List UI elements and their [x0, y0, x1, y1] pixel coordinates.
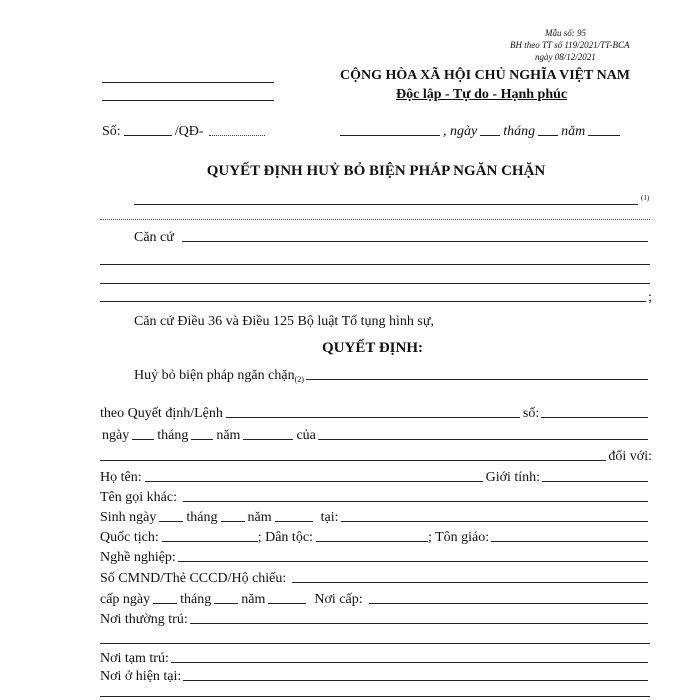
ngay-label: , ngày: [443, 124, 478, 139]
tam-tru-blank[interactable]: [171, 662, 648, 663]
can-cu-blank[interactable]: [182, 241, 648, 242]
quoc-tich-blank[interactable]: [162, 541, 258, 542]
date-line: [340, 124, 640, 140]
day-blank[interactable]: [480, 135, 500, 136]
template-code-line2: BH theo TT số 119/2021/TT-BCA: [510, 40, 630, 50]
sinh-ngay-label: Sinh ngày: [100, 510, 157, 525]
document-title: QUYẾT ĐỊNH HUỶ BỎ BIỆN PHÁP NGĂN CHẶN: [206, 163, 546, 179]
qd-label: /QĐ-: [174, 124, 204, 139]
cap-ngay-label: cấp ngày: [100, 592, 151, 607]
cap-ngay-row: [100, 592, 650, 608]
country-header: CỘNG HÒA XÃ HỘI CHỦ NGHĨA VIỆT NAM: [340, 68, 631, 83]
legal-basis: Căn cứ Điều 36 và Điều 125 Bộ luật Tố tụng hình sự,: [134, 314, 434, 329]
gioi-tinh-blank[interactable]: [542, 481, 648, 482]
huy-bo-blank[interactable]: [306, 379, 648, 380]
can-cu-row: [134, 230, 650, 246]
hien-tai-blank[interactable]: [183, 680, 648, 681]
noi-cap-blank[interactable]: [369, 603, 648, 604]
cmnd-label: Số CMND/Thẻ CCCD/Hộ chiếu:: [100, 571, 287, 586]
sinh-nam-blank[interactable]: [275, 521, 313, 522]
ten-goi-khac-row: [100, 490, 650, 506]
noi-cap-label: Nơi cấp:: [314, 592, 363, 607]
thang-label: tháng: [503, 124, 536, 139]
can-cu-row-4: [100, 290, 652, 306]
thuong-tru-line-2[interactable]: [100, 643, 650, 644]
theo-qd-label: theo Quyết định/Lệnh: [100, 406, 223, 421]
ngay-blank[interactable]: [132, 439, 154, 440]
so-field-blank[interactable]: [541, 417, 648, 418]
place-blank[interactable]: [340, 135, 440, 136]
cmnd-blank[interactable]: [292, 582, 648, 583]
sinh-thang-blank[interactable]: [221, 521, 245, 522]
can-cu-line-3[interactable]: [100, 283, 650, 284]
sinh-nam-label: năm: [247, 510, 272, 525]
nghe-nghiep-row: [100, 550, 650, 566]
template-code-line3: ngày 08/12/2021: [535, 52, 596, 62]
ho-ten-row: [100, 470, 650, 486]
so-field-label: số:: [522, 406, 540, 421]
ho-ten-blank[interactable]: [145, 481, 483, 482]
dan-toc-blank[interactable]: [316, 541, 428, 542]
sinh-ngay-blank[interactable]: [159, 521, 183, 522]
ten-goi-khac-blank[interactable]: [183, 501, 648, 502]
quoc-tich-row: [100, 530, 650, 546]
cua-label: của: [296, 428, 316, 443]
qd-blank[interactable]: [209, 135, 265, 136]
can-cu-line-2[interactable]: [100, 264, 650, 265]
cap-nam-blank[interactable]: [268, 603, 306, 604]
so-label: Số:: [102, 124, 121, 139]
quoc-tich-label: Quốc tịch:: [100, 530, 159, 545]
thang-blank[interactable]: [191, 439, 213, 440]
tam-tru-row: [100, 651, 650, 667]
nghe-nghiep-blank[interactable]: [178, 561, 648, 562]
thuong-tru-row: [100, 612, 650, 628]
hien-tai-label: Nơi ở hiện tại:: [100, 669, 182, 684]
huy-bo-label: Huỷ bỏ biện pháp ngăn chặn: [134, 368, 295, 383]
agency-line-1[interactable]: [102, 82, 274, 83]
theo-qd-blank[interactable]: [226, 417, 520, 418]
year-blank[interactable]: [588, 135, 620, 136]
ho-ten-label: Họ tên:: [100, 470, 142, 485]
can-cu-line-4[interactable]: [100, 301, 646, 302]
nam-label: năm: [561, 124, 586, 139]
number-line: [102, 124, 272, 140]
decision-heading: QUYẾT ĐỊNH:: [322, 340, 423, 356]
nghe-nghiep-label: Nghề nghiệp:: [100, 550, 176, 565]
hien-tai-row: [100, 669, 650, 685]
tam-tru-label: Nơi tạm trú:: [100, 651, 169, 666]
tai-blank[interactable]: [341, 521, 649, 522]
theo-qd-row: [100, 406, 650, 422]
doi-voi-blank[interactable]: [100, 460, 606, 461]
cap-thang-label: tháng: [180, 592, 212, 607]
month-blank[interactable]: [538, 135, 558, 136]
authority-line[interactable]: [134, 204, 638, 205]
note-marker-2: (2): [294, 375, 304, 384]
ngay-label: ngày: [102, 428, 130, 443]
ton-giao-label: ; Tôn giáo:: [427, 530, 490, 545]
thang-label: tháng: [157, 428, 189, 443]
sinh-thang-label: tháng: [186, 510, 218, 525]
cua-blank[interactable]: [318, 439, 648, 440]
motto: Độc lập - Tự do - Hạnh phúc: [396, 87, 568, 102]
sinh-ngay-row: [100, 510, 650, 526]
template-code-line1: Mẫu số: 95: [545, 28, 586, 38]
note-marker-1: (1): [641, 194, 650, 202]
cap-nam-label: năm: [241, 592, 266, 607]
hien-tai-line-2[interactable]: [100, 696, 650, 697]
doi-voi-row: [100, 449, 652, 465]
thuong-tru-blank[interactable]: [190, 623, 648, 624]
huy-bo-row: [134, 368, 650, 384]
tai-label: tại:: [320, 510, 339, 525]
agency-line-2[interactable]: [102, 100, 274, 101]
ten-goi-khac-label: Tên gọi khác:: [100, 490, 177, 505]
ton-giao-blank[interactable]: [491, 541, 648, 542]
gioi-tinh-label: Giới tính:: [485, 470, 541, 485]
dan-toc-label: ; Dân tộc:: [257, 530, 313, 545]
cap-thang-blank[interactable]: [214, 603, 238, 604]
cmnd-row: [100, 571, 650, 587]
ngay-cua-row: [102, 428, 650, 444]
so-blank[interactable]: [124, 135, 172, 136]
nam-label: năm: [216, 428, 241, 443]
thuong-tru-label: Nơi thường trú:: [100, 612, 188, 627]
dotted-separator: [100, 219, 650, 220]
cap-ngay-blank[interactable]: [153, 603, 177, 604]
can-cu-label: Căn cứ: [134, 230, 174, 245]
nam-blank[interactable]: [243, 439, 293, 440]
semicolon: ;: [648, 290, 652, 305]
doi-voi-label: đối với:: [608, 449, 652, 464]
